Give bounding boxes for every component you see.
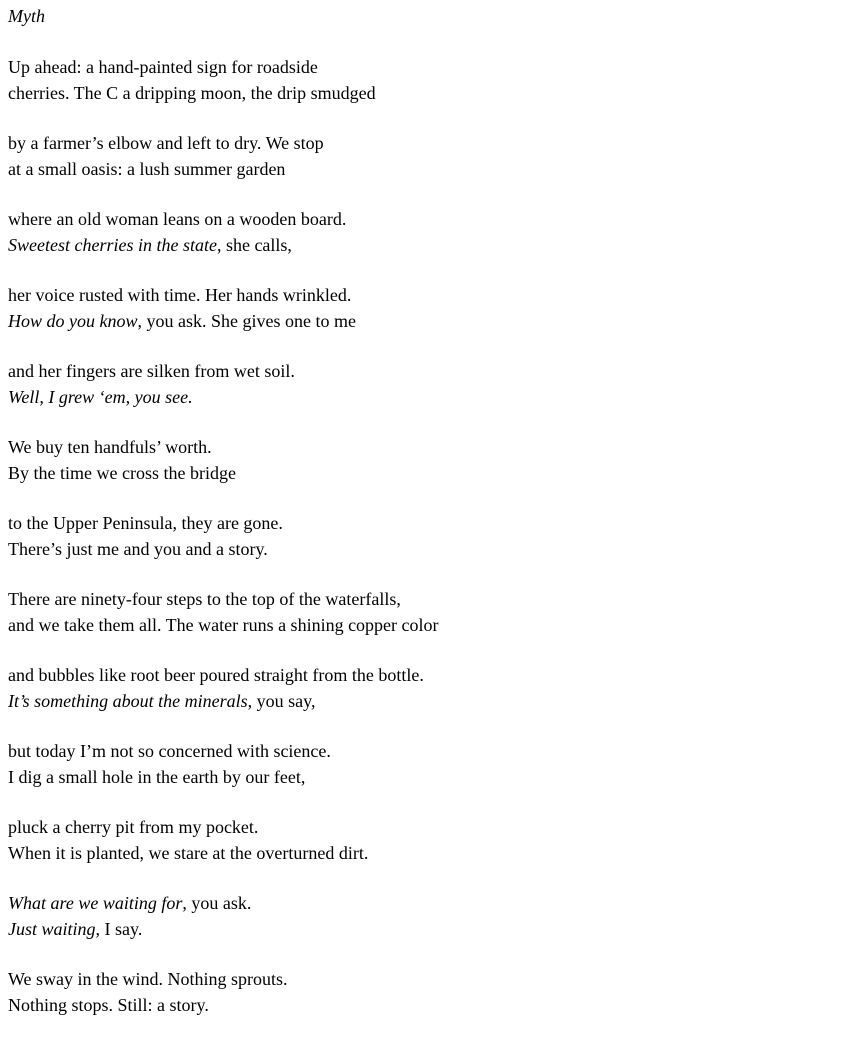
poem-stanza: [8, 891, 858, 942]
poem-line: [8, 841, 858, 867]
poem-italic-text: Just waiting: [8, 918, 96, 939]
poem-line: [8, 283, 858, 309]
poem-text: where an old woman leans on a wooden board.: [8, 209, 347, 229]
poem-line: [8, 663, 858, 689]
poem-line: [8, 207, 858, 233]
poem-text: and her fingers are silken from wet soil.: [8, 361, 295, 381]
poem-line: [8, 993, 858, 1019]
poem-line: [8, 613, 858, 639]
poem-stanza: [8, 967, 858, 1018]
poem-text: There are ninety-four steps to the top of the waterfalls,: [8, 589, 401, 609]
poem-stanza: [8, 435, 858, 486]
poem-line: [8, 81, 858, 107]
poem-stanza: [8, 739, 858, 790]
poem-line: [8, 891, 858, 917]
poem-line: [8, 131, 858, 157]
poem-stanza: [8, 283, 858, 334]
poem-line: [8, 967, 858, 993]
poem-body: [8, 55, 858, 1018]
poem-line: [8, 815, 858, 841]
poem-text: We sway in the wind. Nothing sprouts.: [8, 969, 288, 989]
poem-italic-text: It’s something about the minerals: [8, 690, 248, 711]
poem-text: , you ask. She gives one to me: [137, 310, 356, 331]
poem-text: at a small oasis: a lush summer garden: [8, 158, 286, 179]
poem-italic-text: Sweetest cherries in the state: [8, 234, 217, 255]
poem-text: by a farmer’s elbow and left to dry. We stop: [8, 133, 324, 153]
poem-text: pluck a cherry pit from my pocket.: [8, 817, 259, 837]
poem-line: [8, 309, 858, 335]
poem-text: to the Upper Peninsula, they are gone.: [8, 513, 283, 533]
poem-line: [8, 359, 858, 385]
poem-title: Myth: [8, 6, 45, 26]
poem-stanza: [8, 815, 858, 866]
poem-line: [8, 587, 858, 613]
poem-line: [8, 233, 858, 259]
poem-stanza: [8, 207, 858, 258]
poem-text: but today I’m not so concerned with science.: [8, 741, 331, 761]
poem-stanza: [8, 131, 858, 182]
poem-text: her voice rusted with time. Her hands wrinkled.: [8, 285, 352, 305]
poem-text: and bubbles like root beer poured straight from the bottle.: [8, 665, 424, 685]
poem-line: [8, 435, 858, 461]
poem-stanza: [8, 663, 858, 714]
poem-line: [8, 739, 858, 765]
poem-italic-text: Well, I grew ‘em, you see.: [8, 386, 193, 407]
poem-line: [8, 765, 858, 791]
poem-line: [8, 55, 858, 81]
poem-line: [8, 537, 858, 563]
poem-text: and we take them all. The water runs a shining copper color: [8, 614, 439, 635]
poem-text: We buy ten handfuls’ worth.: [8, 437, 212, 457]
poem-stanza: [8, 511, 858, 562]
poem-stanza: [8, 55, 858, 106]
poem-line: [8, 917, 858, 943]
poem-line: [8, 689, 858, 715]
poem-line: [8, 461, 858, 487]
poem-text: I dig a small hole in the earth by our feet,: [8, 766, 306, 787]
poem-text: When it is planted, we stare at the overturned dirt.: [8, 842, 369, 863]
poem-text: , she calls,: [216, 234, 292, 255]
poem-line: [8, 385, 858, 411]
poem-text: , you ask.: [182, 893, 252, 913]
poem-text: Nothing stops. Still: a story.: [8, 994, 209, 1015]
poem-text: There’s just me and you and a story.: [8, 538, 268, 559]
poem-text: cherries. The C a dripping moon, the drip smudged: [8, 82, 376, 103]
poem-page: [8, 4, 858, 1043]
poem-text: , I say.: [95, 918, 143, 939]
poem-text: , you say,: [247, 690, 316, 711]
poem-line: [8, 157, 858, 183]
poem-stanza: [8, 359, 858, 410]
poem-text: By the time we cross the bridge: [8, 462, 236, 483]
poem-text: Up ahead: a hand-painted sign for roadside: [8, 57, 318, 77]
poem-line: [8, 511, 858, 537]
poem-italic-text: What are we waiting for: [8, 893, 183, 913]
poem-stanza: [8, 587, 858, 638]
poem-italic-text: How do you know: [8, 310, 138, 331]
